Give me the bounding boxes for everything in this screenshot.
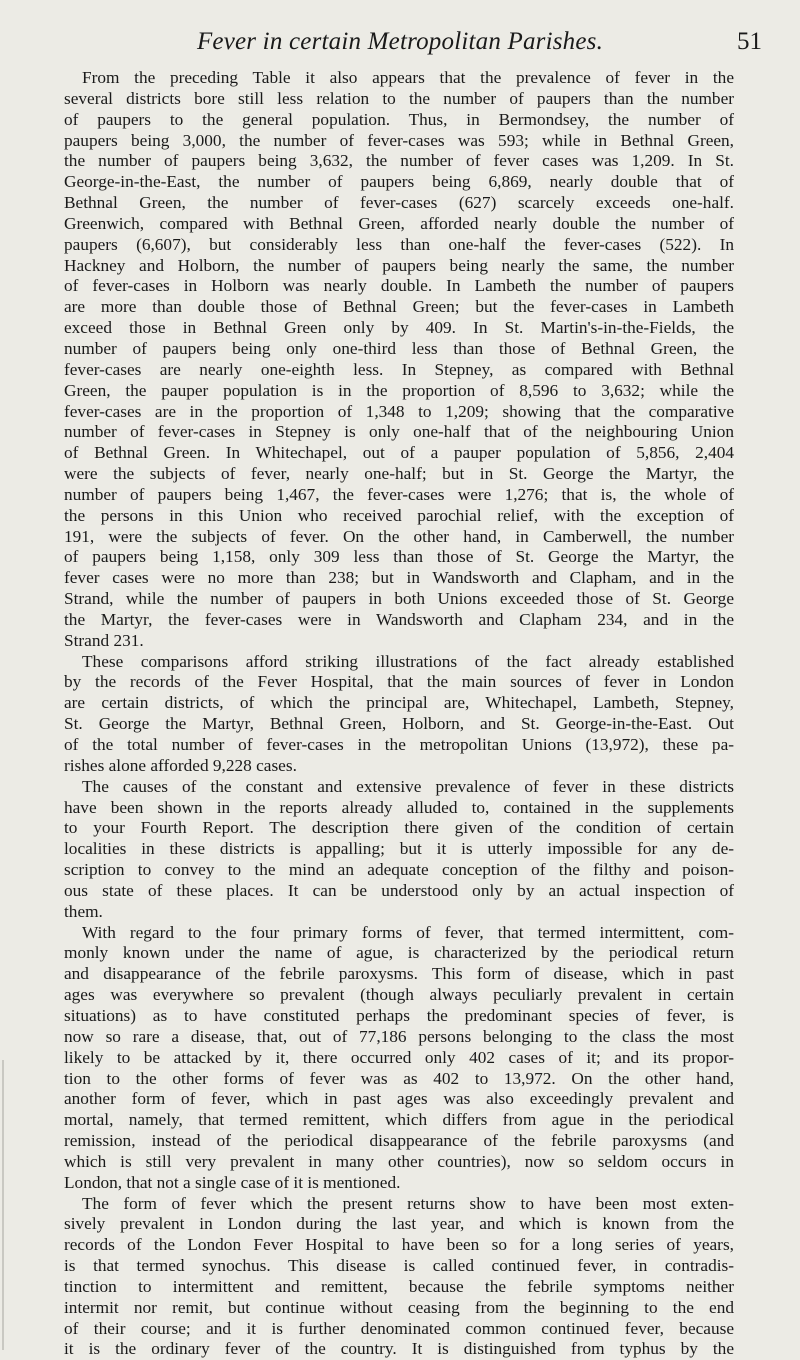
paragraph [64, 68, 734, 652]
paragraph [64, 923, 734, 1194]
text-line: likely to be attacked by it, there occurred only 402 cases of it; and its propor- [64, 1047, 734, 1067]
text-line: of fever-cases in Holborn was nearly double. In Lambeth the number of paupers [64, 276, 734, 296]
text-line: several districts bore still less relation to the number of paupers than the number [64, 88, 734, 108]
text-line: exceed those in Bethnal Green only by 409. In St. Martin's-in-the-Fields, the [64, 318, 734, 338]
text-line: have been shown in the reports already alluded to, contained in the supplements [64, 797, 734, 817]
text-line: scription to convey to the mind an adequate conception of the filthy and poison- [64, 860, 734, 880]
paragraph [64, 652, 734, 777]
text-line: These comparisons afford striking illustrations of the fact already established [82, 651, 734, 671]
text-line: rishes alone afforded 9,228 cases. [64, 755, 297, 775]
text-line: ages was everywhere so prevalent (though always peculiarly prevalent in certain [64, 985, 734, 1005]
text-line: and disappearance of the febrile paroxysms. This form of disease, which in past [64, 964, 734, 984]
text-line: localities in these districts is appalling; but it is utterly impossible for any de- [64, 839, 734, 859]
text-line: Bethnal Green, the number of fever-cases (627) scarcely exceeds one-half. [64, 193, 734, 213]
text-line: fever cases were no more than 238; but in Wandsworth and Clapham, and in the [64, 568, 734, 588]
text-line: ous state of these places. It can be understood only by an actual inspection of [64, 880, 734, 900]
text-line: the Martyr, the fever-cases were in Wandsworth and Clapham 234, and in the [64, 609, 734, 629]
text-line: fever-cases are in the proportion of 1,348 to 1,209; showing that the comparative [64, 401, 734, 421]
paragraph [64, 777, 734, 923]
text-line: paupers being 3,000, the number of fever-cases was 593; while in Bethnal Green, [64, 130, 734, 150]
text-line: another form of fever, which in past ages was also exceedingly prevalent and [64, 1089, 734, 1109]
text-line: number of fever-cases in Stepney is only one-half that of the neighbouring Union [64, 422, 734, 442]
text-line: From the preceding Table it also appears that the prevalence of fever in the [82, 68, 734, 87]
text-line: of the total number of fever-cases in the metropolitan Unions (13,972), these pa- [64, 735, 734, 754]
text-line: George-in-the-East, the number of paupers being 6,869, nearly double that of [64, 172, 734, 192]
text-line: Strand, while the number of paupers in both Unions exceeded those of St. George [64, 589, 734, 609]
text-line: now so rare a disease, that, out of 77,186 persons belonging to the class the most [64, 1026, 734, 1046]
text-line: are more than double those of Bethnal Green; but the fever-cases in Lambeth [64, 297, 734, 317]
text-line: Strand 231. [64, 630, 144, 650]
text-line: of paupers being 1,158, only 309 less than those of St. George the Martyr, the [64, 547, 734, 567]
text-line: of their course; and it is further denominated common continued fever, because [64, 1318, 734, 1338]
text-line: remission, instead of the periodical disappearance of the febrile paroxysms (and [64, 1131, 734, 1151]
text-line: it is the ordinary fever of the country. It is distinguished from typhus by the [64, 1339, 734, 1359]
text-line: sively prevalent in London during the last year, and which is known from the [64, 1214, 734, 1234]
text-line: situations) as to have constituted perhaps the predominant species of fever, is [64, 1005, 734, 1025]
text-line: tion to the other forms of fever was as 402 to 13,972. On the other hand, [64, 1068, 734, 1088]
text-line: Green, the pauper population is in the proportion of 8,596 to 3,632; while the [64, 380, 734, 400]
text-line: mortal, namely, that termed remittent, which differs from ague in the periodical [64, 1110, 734, 1130]
text-line: With regard to the four primary forms of fever, that termed intermittent, com- [82, 922, 734, 942]
body-text [64, 68, 734, 1360]
text-line: are certain districts, of which the principal are, Whitechapel, Lambeth, Stepney, [64, 693, 734, 713]
text-line: St. George the Martyr, Bethnal Green, Holborn, and St. George-in-the-East. Out [64, 714, 734, 734]
text-line: by the records of the Fever Hospital, that the main sources of fever in London [64, 672, 734, 692]
text-line: London, that not a single case of it is mentioned. [64, 1172, 401, 1192]
text-line: the persons in this Union who received parochial relief, with the exception of [64, 505, 734, 525]
text-line: which is still very prevalent in many other countries), now so seldom occurs in [64, 1151, 734, 1171]
text-line: of Bethnal Green. In Whitechapel, out of a pauper population of 5,856, 2,404 [64, 443, 734, 463]
text-line: is that termed synochus. This disease is called continued fever, in contradis- [64, 1256, 734, 1276]
text-line: records of the London Fever Hospital to have been so for a long series of years, [64, 1235, 734, 1255]
text-line: fever-cases are nearly one-eighth less. In Stepney, as compared with Bethnal [64, 359, 734, 379]
text-line: of paupers to the general population. Thus, in Bermondsey, the number of [64, 109, 734, 129]
text-line: 191, were the subjects of fever. On the other hand, in Camberwell, the number [64, 526, 734, 546]
text-line: were the subjects of fever, nearly one-half; but in St. George the Martyr, the [64, 464, 734, 484]
text-line: the number of paupers being 3,632, the number of fever cases was 1,209. In St. [64, 151, 734, 171]
text-line: monly known under the name of ague, is characterized by the periodical return [64, 943, 734, 963]
text-line: The form of fever which the present returns show to have been most exten- [82, 1193, 734, 1213]
text-line: tinction to intermittent and remittent, because the febrile symptoms neither [64, 1276, 734, 1296]
page-number: 51 [737, 28, 762, 55]
paragraph [64, 1194, 734, 1360]
gutter-shadow [2, 1060, 4, 1350]
text-line: intermit nor remit, but continue without ceasing from the beginning to the end [64, 1297, 734, 1317]
text-line: paupers (6,607), but considerably less than one-half the fever-cases (522). In [64, 234, 734, 254]
running-title: Fever in certain Metropolitan Parishes. [196, 28, 604, 55]
text-line: to your Fourth Report. The description there given of the condition of certain [64, 818, 734, 838]
text-line: number of paupers being 1,467, the fever-cases were 1,276; that is, the whole of [64, 484, 734, 504]
text-line: them. [64, 901, 103, 921]
text-line: Greenwich, compared with Bethnal Green, afforded nearly double the number of [64, 213, 734, 233]
text-line: number of paupers being only one-third less than those of Bethnal Green, the [64, 338, 734, 358]
text-line: Hackney and Holborn, the number of paupers being nearly the same, the number [64, 255, 734, 275]
text-line: The causes of the constant and extensive prevalence of fever in these districts [82, 776, 734, 796]
running-head [0, 22, 800, 62]
